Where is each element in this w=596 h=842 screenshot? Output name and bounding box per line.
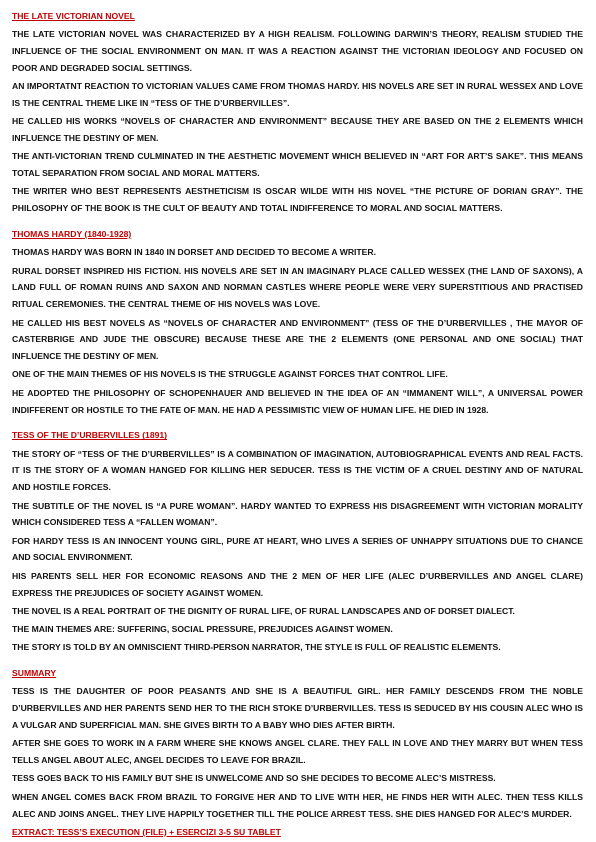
paragraph: THE NOVEL IS A REAL PORTRAIT OF THE DIGNITY OF RURAL LIFE, OF RURAL LANDSCAPES AND OF DORSET DIALECT. [12,605,515,616]
paragraph: THOMAS HARDY WAS BORN IN 1840 IN DORSET AND DECIDED TO BECOME A WRITER. [12,247,376,258]
section-heading: THE LATE VICTORIAN NOVEL [12,11,135,21]
paragraph: FOR HARDY TESS IS AN INNOCENT YOUNG GIRL, PURE AT HEART, WHO LIVES A SERIES OF UNHAPPY SITUATIONS DUE TO CHANCE AND SOCIAL ENVIRONMENT. [12,535,583,563]
extract-note: EXTRACT: TESS’S EXECUTION (FILE) + ESERCIZI 3-5 SU TABLET [12,826,281,837]
section-heading: TESS OF THE D’URBERVILLES (1891) [12,430,168,441]
paragraph: TESS IS THE DAUGHTER OF POOR PEASANTS AND SHE IS A BEAUTIFUL GIRL. HER FAMILY DESCENDS FROM THE NOBLE D’URBERVILLES AND HER PARENTS SEND HER TO THE RICH STOKE D’URBERVILLES. TESS IS SEDUCED BY HIS COUSIN ALEC WHO IS A VULGAR AND SUPERFICIAL MAN. SHE GIVES BIRTH TO A BABY WHO DIES AFTER BIRTH. [12,686,583,731]
paragraph: THE SUBTITLE OF THE NOVEL IS “A PURE WOMAN”. HARDY WANTED TO EXPRESS HIS DISAGREEMENT WITH VICTORIAN MORALITY WHICH CONSIDERED TESS A “FALLEN WOMAN”. [12,500,583,528]
paragraph: HIS PARENTS SELL HER FOR ECONOMIC REASONS AND THE 2 MEN OF HER LIFE (ALEC D’URBERVILLES AND ANGEL CLARE) EXPRESS THE PREJUDICES OF SOCIETY AGAINST WOMEN. [12,570,583,598]
paragraph: HE CALLED HIS WORKS “NOVELS OF CHARACTER AND ENVIRONMENT” BECAUSE THEY ARE BASED ON THE 2 ELEMENTS WHICH INFLUENCE THE DESTINY OF MEN. [12,116,583,144]
paragraph: TESS GOES BACK TO HIS FAMILY BUT SHE IS UNWELCOME AND SO SHE DECIDES TO BECOME ALEC’S MISTRESS. [12,773,496,784]
paragraph: THE ANTI-VICTORIAN TREND CULMINATED IN THE AESTHETIC MOVEMENT WHICH BELIEVED IN “ART FOR ART’S SAKE”. THIS MEANS TOTAL SEPARATION FROM SOCIAL AND MORAL MATTERS. [12,151,583,179]
paragraph: THE STORY IS TOLD BY AN OMNISCIENT THIRD-PERSON NARRATOR, THE STYLE IS FULL OF REALISTIC ELEMENTS. [12,642,501,653]
paragraph: THE LATE VICTORIAN NOVEL WAS CHARACTERIZED BY A HIGH REALISM. FOLLOWING DARWIN’S THEORY, REALISM STUDIED THE INFLUENCE OF THE SOCIAL ENVIRONMENT ON MAN. IT WAS A REACTION AGAINST THE VICTORIAN IDEOLOGY AND FOCUSED ON POOR AND DEGRADED SOCIAL SETTINGS. [12,29,583,73]
paragraph: HE ADOPTED THE PHILOSOPHY OF SCHOPENHAUER AND BELIEVED IN THE IDEA OF AN “IMMANENT WILL”, A UNIVERSAL POWER INDIFFERENT OR HOSTILE TO THE FATE OF MAN. HE HAD A PESSIMISTIC VIEW OF HUMAN LIFE. HE DIED IN 1928. [12,387,583,415]
document-page [12,8,583,841]
paragraph: THE STORY OF “TESS OF THE D’URBERVILLES” IS A COMBINATION OF IMAGINATION, AUTOBIOGRAPHICAL EVENTS AND REAL FACTS. IT IS THE STORY OF A WOMAN HANGED FOR KILLING HER SEDUCER. TESS IS THE VICTIM OF A CRUEL DESTINY AND OF NATURAL AND HOSTILE FORCES. [12,448,583,493]
section-summary [12,665,583,840]
section-heading: SUMMARY [12,668,57,679]
paragraph: AN IMPORTATNT REACTION TO VICTORIAN VALUES CAME FROM THOMAS HARDY. HIS NOVELS ARE SET IN RURAL WESSEX AND LOVE IS THE CENTRAL THEME LIKE IN “TESS OF THE D’URBERVILLES”. [12,81,583,108]
paragraph: HE CALLED HIS BEST NOVELS AS “NOVELS OF CHARACTER AND ENVIRONMENT” (TESS OF THE D’URBERVILLES , THE MAYOR OF CASTERBRIGE AND JUDE THE OBSCURE) BECAUSE THESE ARE THE 2 ELEMENTS (ONE PERSONAL AND ONE SOCIAL) THAT INFLUENCE THE DESTINY OF MEN. [12,317,583,362]
section-thomas-hardy [12,226,583,418]
paragraph: ONE OF THE MAIN THEMES OF HIS NOVELS IS THE STRUGGLE AGAINST FORCES THAT CONTROL LIFE. [12,369,448,380]
section-tess-of-the-durbervilles [12,427,583,656]
paragraph: THE WRITER WHO BEST REPRESENTS AESTHETICISM IS OSCAR WILDE WITH HIS NOVEL “THE PICTURE OF DORIAN GRAY”. THE PHILOSOPHY OF THE BOOK IS THE CULT OF BEAUTY AND TOTAL INDIFFERENCE TO MORAL AND SOCIAL MATTERS. [12,186,583,214]
paragraph: RURAL DORSET INSPIRED HIS FICTION. HIS NOVELS ARE SET IN AN IMAGINARY PLACE CALLED WESSEX (THE LAND OF SAXONS), A LAND FULL OF ROMAN RUINS AND SAXON AND NORMAN CASTLES WHERE PEOPLE WERE VERY SUPERSTITIOUS AND PRACTISED RITUAL CEREMONIES. THE CENTRAL THEME OF HIS NOVELS WAS LOVE. [12,265,583,310]
section-heading: THOMAS HARDY (1840-1928) [12,229,132,240]
section-late-victorian-novel [12,8,583,217]
paragraph: AFTER SHE GOES TO WORK IN A FARM WHERE SHE KNOWS ANGEL CLARE. THEY FALL IN LOVE AND THEY MARRY BUT WHEN TESS TELLS ANGEL ABOUT ALEC, ANGEL DECIDES TO LEAVE FOR BRAZIL. [12,738,583,766]
paragraph: THE MAIN THEMES ARE: SUFFERING, SOCIAL PRESSURE, PREJUDICES AGAINST WOMEN. [12,624,393,635]
paragraph: WHEN ANGEL COMES BACK FROM BRAZIL TO FORGIVE HER AND TO LIVE WITH HER, HE FINDS HER WITH ALEC. THEN TESS KILLS ALEC AND JOINS ANGEL. THEY LIVE HAPPILY TOGETHER TILL THE POLICE ARREST TESS. SHE DIES HANGED FOR ALEC’S MURDER. [12,791,583,819]
